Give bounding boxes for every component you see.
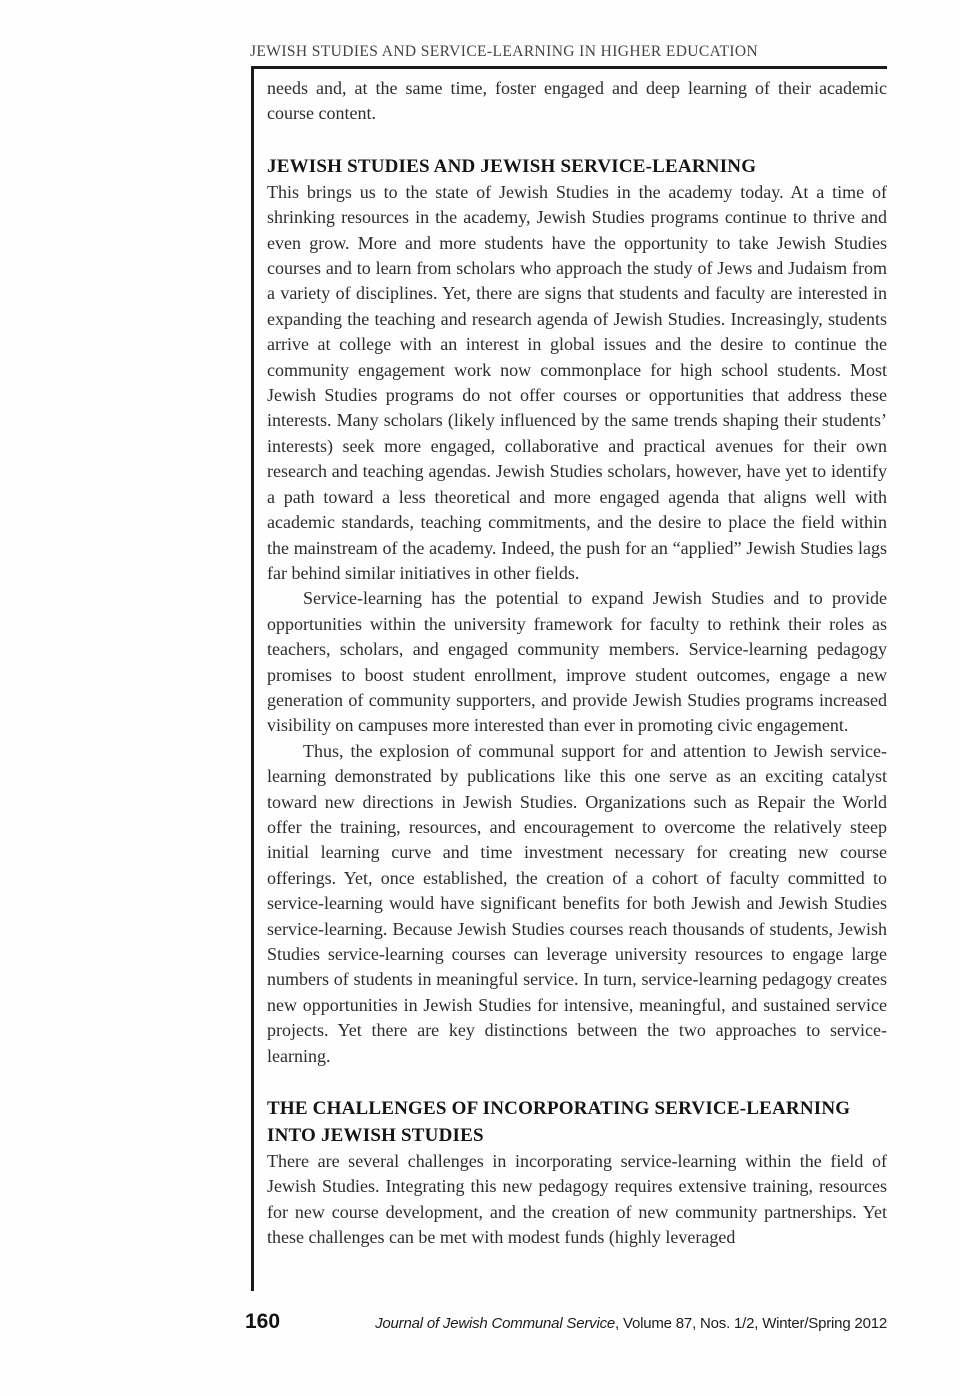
section1-paragraph-2: Service-learning has the potential to expand Jewish Studies and to provide opportunities within the university framework for faculty to rethink their roles as teachers, scholars, and engaged community members. Service-learning pedagogy promises to boost student enrollment, improve student outcomes, engage a new generation of community supporters, and provide Jewish Studies programs increased visibility on campuses more interested than ever in promoting civic engagement. (267, 588, 887, 736)
intro-paragraph: needs and, at the same time, foster engaged and deep learning of their academic course content. (267, 78, 887, 124)
section1-paragraph-3: Thus, the explosion of communal support for and attention to Jewish service-learning demonstrated by publications like this one serve as an exciting catalyst toward new directions in Jewish Studies. Organizations such as Repair the World offer the training, resources, and encouragement to overcome the relatively steep initial learning curve and time investment necessary for creating new course offerings. Yet, once established, the creation of a cohort of faculty committed to service-learning would have significant benefits for both Jewish and Jewish Studies service-learning. Because Jewish Studies courses reach thousands of students, Jewish Studies service-learning courses can leverage university resources to engage large numbers of students in meaningful service. In turn, service-learning pedagogy creates new opportunities in Jewish Studies for intensive, meaningful, and sustained service projects. Yet there are key distinctions between the two approaches to service-learning. (267, 740, 887, 1066)
section1-paragraph-1: This brings us to the state of Jewish Studies in the academy today. At a time of shrinking resources in the academy, Jewish Studies programs continue to thrive and even grow. More and more students have the opportunity to take Jewish Studies courses and to learn from scholars who approach the study of Jews and Judaism from a variety of disciplines. Yet, there are signs that students and faculty are interested in expanding the teaching and research agenda of Jewish Studies. Increasingly, students arrive at college with an interest in global issues and the desire to continue the community engagement work now commonplace for high school students. Most Jewish Studies programs do not offer courses or opportunities that address these interests. Many scholars (likely influenced by the same trends shaping their students’ interests) seek more engaged, collaborative and practical avenues for their own research and teaching agendas. Jewish Studies scholars, however, have yet to identify a path toward a less theoretical and more engaged agenda that aligns well with academic standards, teaching commitments, and the desire to place the field within the mainstream of the academy. Indeed, the push for an “applied” Jewish Studies lags far behind similar initiatives in other fields. (267, 181, 887, 583)
page-number: 160 (245, 1310, 281, 1333)
journal-citation-rest: , Volume 87, Nos. 1/2, Winter/Spring 2012 (615, 1315, 887, 1332)
section2-heading-line1: THE CHALLENGES OF INCORPORATING SERVICE-LEARNING (267, 1098, 851, 1120)
section1-heading: JEWISH STUDIES AND JEWISH SERVICE-LEARNING (267, 155, 757, 177)
section2-heading-line2: INTO JEWISH STUDIES (267, 1125, 484, 1147)
journal-citation (375, 1315, 887, 1332)
article-body (267, 76, 887, 1251)
section2-paragraph-1: There are several challenges in incorporating service-learning within the field of Jewish Studies. Integrating this new pedagogy requires extensive training, resources for new course development, and the creation of new community partnerships. Yet these challenges can be met with modest funds (highly leveraged (267, 1151, 887, 1248)
left-rule (251, 66, 254, 1291)
top-rule (251, 66, 887, 69)
running-head: JEWISH STUDIES AND SERVICE-LEARNING IN HIGHER EDUCATION (250, 43, 759, 60)
section2-heading (267, 1095, 887, 1149)
journal-title: Journal of Jewish Communal Service (375, 1315, 616, 1332)
page-footer (245, 1310, 887, 1334)
